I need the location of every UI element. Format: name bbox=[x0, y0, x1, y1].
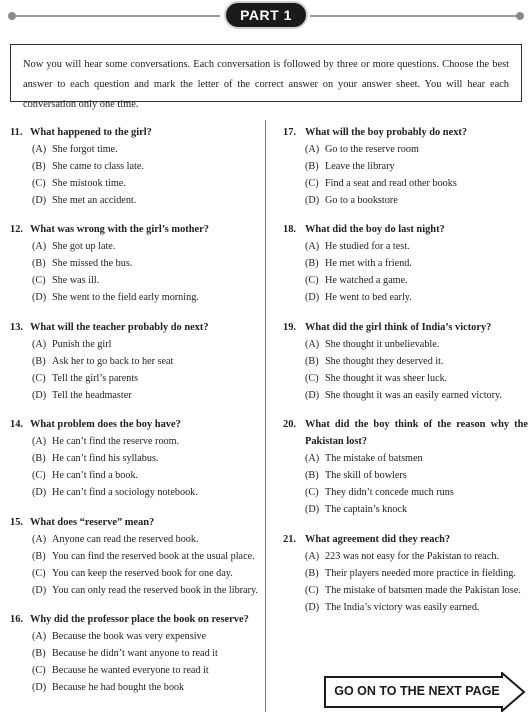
answer-option-d[interactable]: (D) He can’t find a sociology notebook. bbox=[32, 487, 198, 499]
answer-option-a[interactable]: (A) She thought it unbelievable. bbox=[305, 338, 440, 350]
question-number: 21. bbox=[283, 533, 296, 545]
answer-option-a[interactable]: (A) The mistake of batsmen bbox=[305, 453, 423, 465]
left-question-column bbox=[10, 124, 260, 708]
answer-option-c[interactable]: (C) She was ill. bbox=[32, 275, 100, 287]
answer-option-b[interactable]: (B) Leave the library bbox=[305, 161, 395, 172]
answer-option-b[interactable]: (B) She thought they deserved it. bbox=[305, 355, 444, 367]
answer-option-d[interactable]: (D) Go to a bookstore bbox=[305, 195, 398, 206]
question-number: 19. bbox=[283, 321, 296, 333]
answer-option-d[interactable]: (D) She went to the field early morning. bbox=[32, 292, 199, 304]
answer-option-b[interactable]: (B) He can’t find his syllabus. bbox=[32, 453, 159, 465]
next-page-arrow[interactable] bbox=[324, 672, 526, 712]
question-number: 14. bbox=[10, 419, 23, 431]
column-divider bbox=[265, 120, 266, 712]
question-number: 11. bbox=[10, 127, 23, 138]
answer-option-d[interactable]: (D) The captain’s knock bbox=[305, 504, 408, 516]
answer-option-a[interactable]: (A) She got up late. bbox=[32, 241, 116, 253]
question-stem: What will the teacher probably do next? bbox=[30, 321, 209, 333]
header-rule-right bbox=[310, 15, 520, 17]
question-11 bbox=[10, 124, 260, 209]
question-stem-line-2: Pakistan lost? bbox=[305, 436, 368, 448]
question-18 bbox=[283, 221, 528, 306]
answer-option-c[interactable]: (C) He can’t find a book. bbox=[32, 470, 139, 482]
answer-option-a[interactable]: (A) 223 was not easy for the Pakistan to reach. bbox=[305, 550, 499, 562]
answer-option-c[interactable]: (C) He watched a game. bbox=[305, 275, 408, 287]
answer-option-d[interactable]: (D) The India’s victory was easily earned. bbox=[305, 601, 480, 613]
question-12 bbox=[10, 221, 260, 306]
answer-option-b[interactable]: (B) She came to class late. bbox=[32, 161, 144, 172]
answer-option-d[interactable]: (D) She met an accident. bbox=[32, 195, 137, 206]
answer-option-b[interactable]: (B) She missed the bus. bbox=[32, 258, 133, 270]
answer-option-b[interactable]: (B) Because he didn’t want anyone to read it bbox=[32, 647, 218, 659]
header-rule-left bbox=[12, 15, 220, 17]
answer-option-a[interactable]: (A) She forgot time. bbox=[32, 144, 118, 155]
header-dot-left bbox=[8, 12, 16, 20]
question-number: 12. bbox=[10, 224, 23, 236]
answer-option-b[interactable]: (B) Ask her to go back to her seat bbox=[32, 355, 174, 367]
question-number: 13. bbox=[10, 321, 23, 333]
answer-option-a[interactable]: (A) Anyone can read the reserved book. bbox=[32, 533, 199, 545]
question-stem: What did the girl think of India’s victory? bbox=[305, 321, 492, 333]
answer-option-a[interactable]: (A) He can’t find the reserve room. bbox=[32, 436, 180, 448]
question-number: 20. bbox=[283, 419, 296, 431]
question-number: 15. bbox=[10, 516, 23, 528]
answer-option-c[interactable]: (C) Tell the girl’s parents bbox=[32, 372, 139, 384]
question-stem: What agreement did they reach? bbox=[305, 533, 451, 545]
answer-option-c[interactable]: (C) You can keep the reserved book for one day. bbox=[32, 567, 233, 579]
answer-option-a[interactable]: (A) Because the book was very expensive bbox=[32, 630, 207, 642]
answer-option-b[interactable]: (B) The skill of bowlers bbox=[305, 470, 407, 482]
answer-option-b[interactable]: (B) Their players needed more practice in fielding. bbox=[305, 567, 516, 579]
answer-option-d[interactable]: (D) He went to bed early. bbox=[305, 292, 412, 304]
answer-option-c[interactable]: (C) She mistook time. bbox=[32, 178, 126, 189]
question-stem: What did the boy do last night? bbox=[305, 224, 445, 236]
answer-option-b[interactable]: (B) He met with a friend. bbox=[305, 258, 412, 270]
question-19 bbox=[283, 319, 528, 404]
answer-option-c[interactable]: (C) Because he wanted everyone to read it bbox=[32, 664, 209, 676]
answer-option-c[interactable]: (C) She thought it was sheer luck. bbox=[305, 372, 448, 384]
question-number: 16. bbox=[10, 613, 23, 625]
question-15 bbox=[10, 514, 260, 599]
answer-option-a[interactable]: (A) He studied for a test. bbox=[305, 241, 410, 253]
question-14 bbox=[10, 416, 260, 501]
answer-option-d[interactable]: (D) You can only read the reserved book in the library. bbox=[32, 584, 258, 596]
question-stem: What happened to the girl? bbox=[30, 127, 152, 138]
question-stem: Why did the professor place the book on reserve? bbox=[30, 613, 249, 625]
question-stem: What does “reserve” mean? bbox=[30, 516, 155, 528]
answer-option-a[interactable]: (A) Punish the girl bbox=[32, 338, 112, 350]
question-20 bbox=[283, 416, 528, 518]
part-title-badge: PART 1 bbox=[226, 3, 306, 27]
answer-option-d[interactable]: (D) She thought it was an easily earned victory. bbox=[305, 389, 503, 401]
answer-option-c[interactable]: (C) They didn’t concede much runs bbox=[305, 487, 454, 499]
header-dot-right bbox=[516, 12, 524, 20]
instructions-box: Now you will hear some conversations. Each conversation is followed by three or more questions. Choose the best answer to each question and mark the letter of the correct answer on your answer sheet. You will hear each conversation only one time. bbox=[10, 44, 522, 102]
answer-option-a[interactable]: (A) Go to the reserve room bbox=[305, 144, 419, 155]
question-stem: What will the boy probably do next? bbox=[305, 127, 468, 138]
question-16 bbox=[10, 611, 260, 696]
question-stem: What was wrong with the girl’s mother? bbox=[30, 224, 209, 236]
question-number: 18. bbox=[283, 224, 296, 236]
question-17 bbox=[283, 124, 528, 209]
answer-option-c[interactable]: (C) The mistake of batsmen made the Pakistan lose. bbox=[305, 584, 521, 596]
answer-option-b[interactable]: (B) You can find the reserved book at the usual place. bbox=[32, 550, 255, 562]
right-question-column bbox=[283, 124, 528, 628]
question-stem: What problem does the boy have? bbox=[30, 419, 181, 431]
next-page-label: GO ON TO THE NEXT PAGE bbox=[334, 684, 500, 698]
question-stem-line-1: What did the boy think of the reason why the bbox=[305, 419, 528, 431]
answer-option-d[interactable]: (D) Tell the headmaster bbox=[32, 389, 132, 401]
answer-option-c[interactable]: (C) Find a seat and read other books bbox=[305, 178, 457, 189]
question-21 bbox=[283, 531, 528, 616]
answer-option-d[interactable]: (D) Because he had bought the book bbox=[32, 681, 185, 693]
question-number: 17. bbox=[283, 127, 296, 138]
question-13 bbox=[10, 319, 260, 404]
